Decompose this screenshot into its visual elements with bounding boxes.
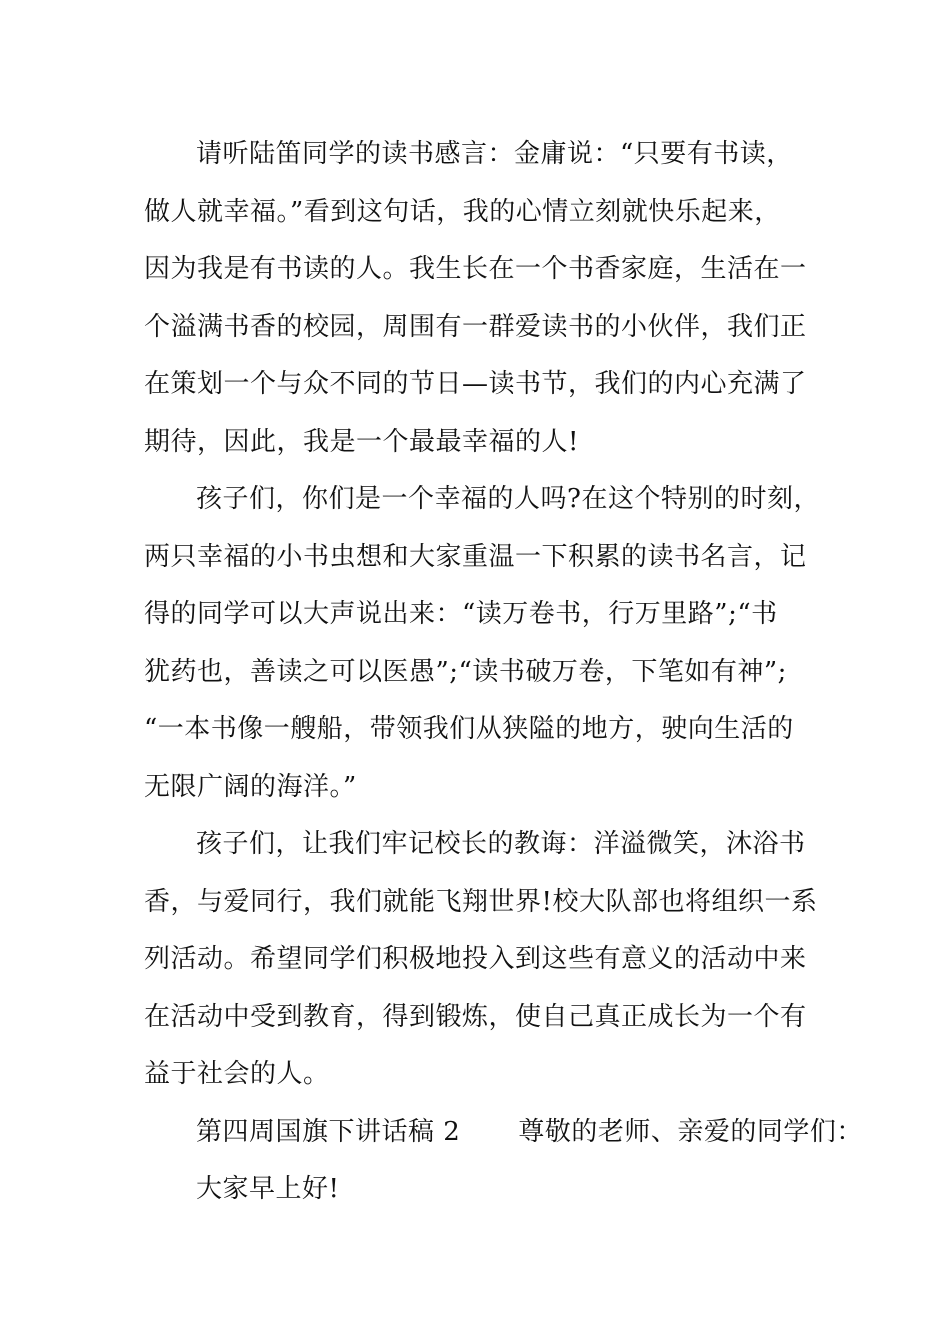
salutation: 尊敬的老师、亲爱的同学们： bbox=[518, 1116, 863, 1147]
paragraph-line: 因为我是有书读的人。我生长在一个书香家庭，生活在一 bbox=[144, 254, 807, 284]
paragraph-line: 香，与爱同行，我们就能飞翔世界!校大队部也将组织一系 bbox=[144, 886, 818, 917]
paragraph-line: 在活动中受到教育，得到锻炼，使自己真正成长为一个有 bbox=[144, 1001, 807, 1032]
greeting: 大家早上好! bbox=[196, 1174, 340, 1204]
paragraph-2 bbox=[144, 471, 824, 816]
paragraph-line: 犹药也，善读之可以医愚”;“读书破万卷，下笔如有神”; bbox=[144, 656, 787, 687]
paragraph-line: 孩子们，让我们牢记校长的教诲：洋溢微笑，沐浴书 bbox=[196, 829, 806, 859]
paragraph-1 bbox=[144, 126, 824, 471]
speech-heading bbox=[144, 1104, 863, 1162]
paragraph-line: 做人就幸福。”看到这句话，我的心情立刻就快乐起来， bbox=[144, 196, 781, 227]
paragraph-line: 得的同学可以大声说出来：“读万卷书，行万里路”;“书 bbox=[144, 599, 778, 629]
paragraph-line: 期待，因此，我是一个最最幸福的人! bbox=[144, 426, 579, 457]
paragraph-line: 益于社会的人。 bbox=[144, 1059, 330, 1089]
greeting-line bbox=[144, 1161, 824, 1219]
paragraph-line: 在策划一个与众不同的节日—读书节，我们的内心充满了 bbox=[144, 369, 807, 399]
speech-title: 第四周国旗下讲话稿 2 bbox=[196, 1116, 461, 1147]
paragraph-line: 列活动。希望同学们积极地投入到这些有意义的活动中来 bbox=[144, 944, 807, 974]
document-body bbox=[144, 126, 863, 1219]
paragraph-3 bbox=[144, 816, 824, 1104]
paragraph-line: “一本书像一艘船，带领我们从狭隘的地方，驶向生活的 bbox=[144, 714, 794, 744]
paragraph-line: 无限广阔的海洋。” bbox=[144, 771, 357, 802]
paragraph-line: 孩子们，你们是一个幸福的人吗?在这个特别的时刻， bbox=[196, 484, 820, 514]
paragraph-line: 请听陆笛同学的读书感言：金庸说：“只要有书读， bbox=[196, 139, 793, 169]
paragraph-line: 个溢满书香的校园，周围有一群爱读书的小伙伴，我们正 bbox=[144, 311, 807, 342]
paragraph-line: 两只幸福的小书虫想和大家重温一下积累的读书名言，记 bbox=[144, 541, 807, 572]
